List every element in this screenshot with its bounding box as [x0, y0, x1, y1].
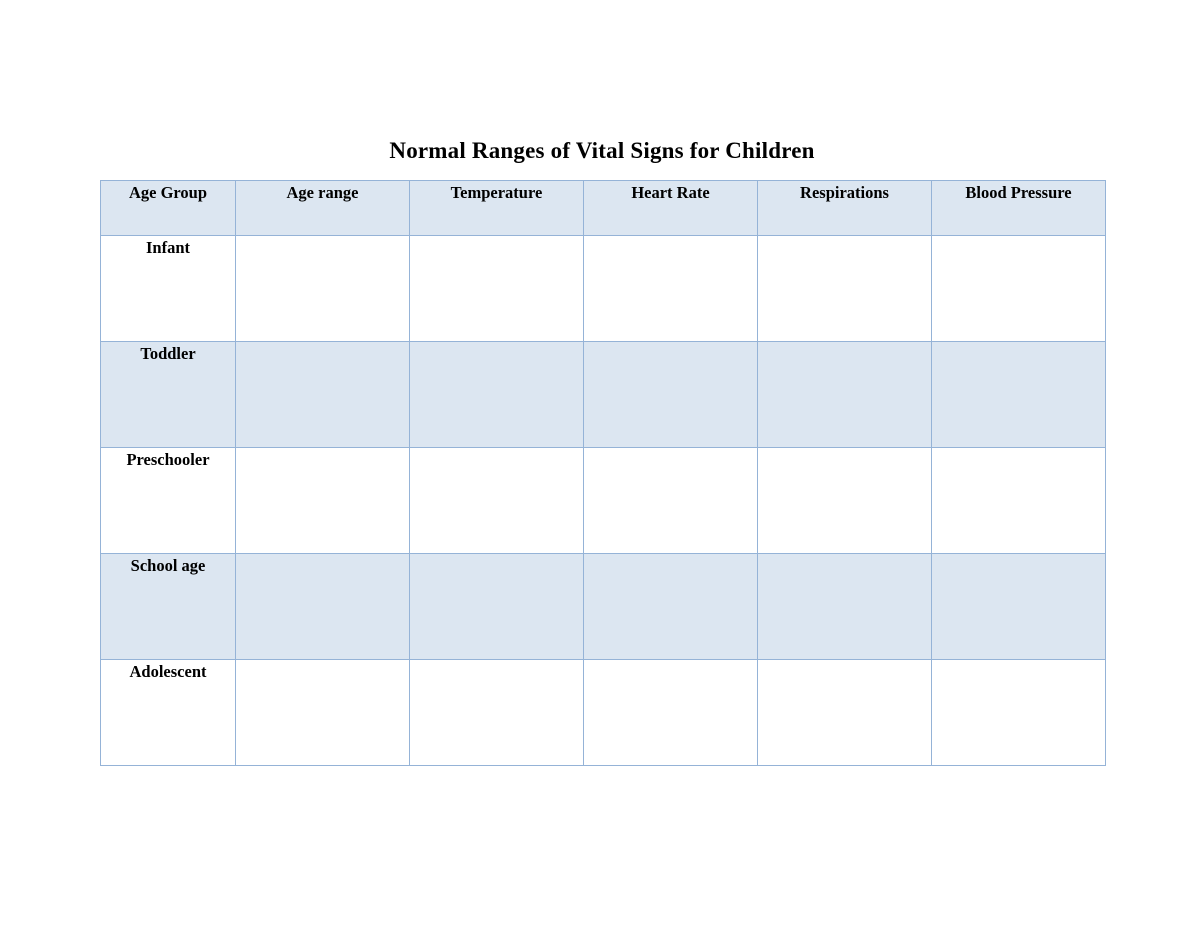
table-row: [101, 448, 1106, 554]
table-row: [101, 342, 1106, 448]
header-heart-rate: Heart Rate: [584, 181, 758, 236]
table-row: [101, 236, 1106, 342]
table-cell: [932, 236, 1106, 342]
header-age-range: Age range: [236, 181, 410, 236]
table-cell: [758, 342, 932, 448]
row-label-adolescent: Adolescent: [101, 660, 236, 766]
table-cell: [932, 448, 1106, 554]
table-cell: [410, 448, 584, 554]
header-temperature: Temperature: [410, 181, 584, 236]
header-age-group: Age Group: [101, 181, 236, 236]
header-respirations: Respirations: [758, 181, 932, 236]
table-cell: [236, 342, 410, 448]
table-cell: [758, 236, 932, 342]
row-label-preschooler: Preschooler: [101, 448, 236, 554]
table-cell: [236, 236, 410, 342]
table-cell: [584, 236, 758, 342]
row-label-infant: Infant: [101, 236, 236, 342]
table-cell: [758, 448, 932, 554]
header-blood-pressure: Blood Pressure: [932, 181, 1106, 236]
table-cell: [758, 554, 932, 660]
table-cell: [410, 342, 584, 448]
table-row: [101, 660, 1106, 766]
table-cell: [932, 554, 1106, 660]
table-cell: [758, 660, 932, 766]
header-row: [101, 181, 1106, 236]
table-cell: [236, 660, 410, 766]
row-label-school-age: School age: [101, 554, 236, 660]
table-cell: [584, 660, 758, 766]
table-cell: [410, 236, 584, 342]
table-cell: [932, 342, 1106, 448]
vital-signs-table: [100, 180, 1106, 766]
table-cell: [584, 342, 758, 448]
table-cell: [932, 660, 1106, 766]
table-cell: [584, 554, 758, 660]
table-row: [101, 554, 1106, 660]
document-title: Normal Ranges of Vital Signs for Children: [389, 138, 815, 163]
row-label-toddler: Toddler: [101, 342, 236, 448]
table-cell: [584, 448, 758, 554]
table-cell: [236, 448, 410, 554]
table-cell: [236, 554, 410, 660]
table-cell: [410, 660, 584, 766]
table-cell: [410, 554, 584, 660]
